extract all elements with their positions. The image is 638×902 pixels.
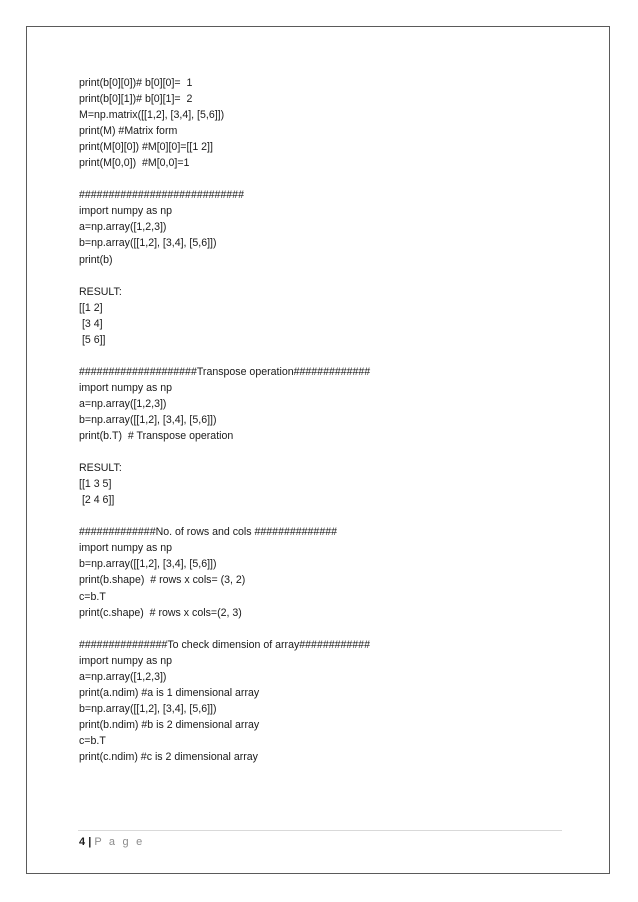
code-line: b=np.array([[1,2], [3,4], [5,6]])	[79, 413, 217, 426]
code-line: [5 6]]	[79, 333, 106, 346]
code-line: print(b.shape) # rows x cols= (3, 2)	[79, 574, 246, 587]
code-line: print(b[0][1])# b[0][1]= 2	[79, 93, 193, 106]
code-line: print(b.T) # Transpose operation	[79, 430, 234, 443]
blank-line	[79, 621, 579, 637]
code-line: print(b)	[79, 253, 113, 266]
code-line: b=np.array([[1,2], [3,4], [5,6]])	[79, 702, 217, 715]
code-line: print(M[0][0]) #M[0][0]=[[1 2]]	[79, 141, 213, 154]
code-line: ############################	[79, 189, 244, 202]
code-line: a=np.array([1,2,3])	[79, 670, 167, 683]
code-line: #############No. of rows and cols ##############	[79, 526, 337, 539]
code-line: import numpy as np	[79, 654, 173, 667]
code-line: import numpy as np	[79, 381, 173, 394]
code-line: [2 4 6]]	[79, 494, 115, 507]
code-line: a=np.array([1,2,3])	[79, 397, 167, 410]
code-line: [3 4]	[79, 317, 103, 330]
code-line: print(M) #Matrix form	[79, 125, 178, 138]
code-line: print(b[0][0])# b[0][0]= 1	[79, 77, 193, 89]
code-line: b=np.array([[1,2], [3,4], [5,6]])	[79, 558, 217, 571]
code-line: print(M[0,0]) #M[0,0]=1	[79, 157, 190, 170]
code-line: a=np.array([1,2,3])	[79, 221, 167, 234]
code-line: RESULT:	[79, 462, 122, 475]
code-line: print(c.shape) # rows x cols=(2, 3)	[79, 606, 242, 619]
code-line: import numpy as np	[79, 542, 173, 555]
code-line: c=b.T	[79, 734, 106, 747]
code-line: import numpy as np	[79, 205, 173, 218]
blank-line	[79, 508, 579, 524]
code-line: [[1 2]	[79, 301, 103, 314]
footer-rule	[78, 830, 562, 831]
page-number: 4	[79, 836, 86, 848]
code-line: ####################Transpose operation#############	[79, 365, 371, 378]
code-line: M=np.matrix([[1,2], [3,4], [5,6]])	[79, 109, 225, 122]
code-line: print(a.ndim) #a is 1 dimensional array	[79, 686, 260, 699]
code-line: [[1 3 5]	[79, 478, 112, 491]
page-footer	[79, 836, 144, 848]
blank-line	[79, 171, 579, 187]
blank-line	[79, 268, 579, 284]
code-line: RESULT:	[79, 285, 122, 298]
footer-separator: |	[88, 836, 92, 848]
code-line: b=np.array([[1,2], [3,4], [5,6]])	[79, 237, 217, 250]
blank-line	[79, 444, 579, 460]
code-line: ###############To check dimension of array############	[79, 638, 370, 651]
page-label: P a g e	[94, 836, 145, 848]
code-line: print(c.ndim) #c is 2 dimensional array	[79, 750, 258, 763]
code-line: print(b.ndim) #b is 2 dimensional array	[79, 718, 260, 731]
code-line: c=b.T	[79, 590, 106, 603]
blank-line	[79, 348, 579, 364]
code-listing	[79, 75, 579, 765]
